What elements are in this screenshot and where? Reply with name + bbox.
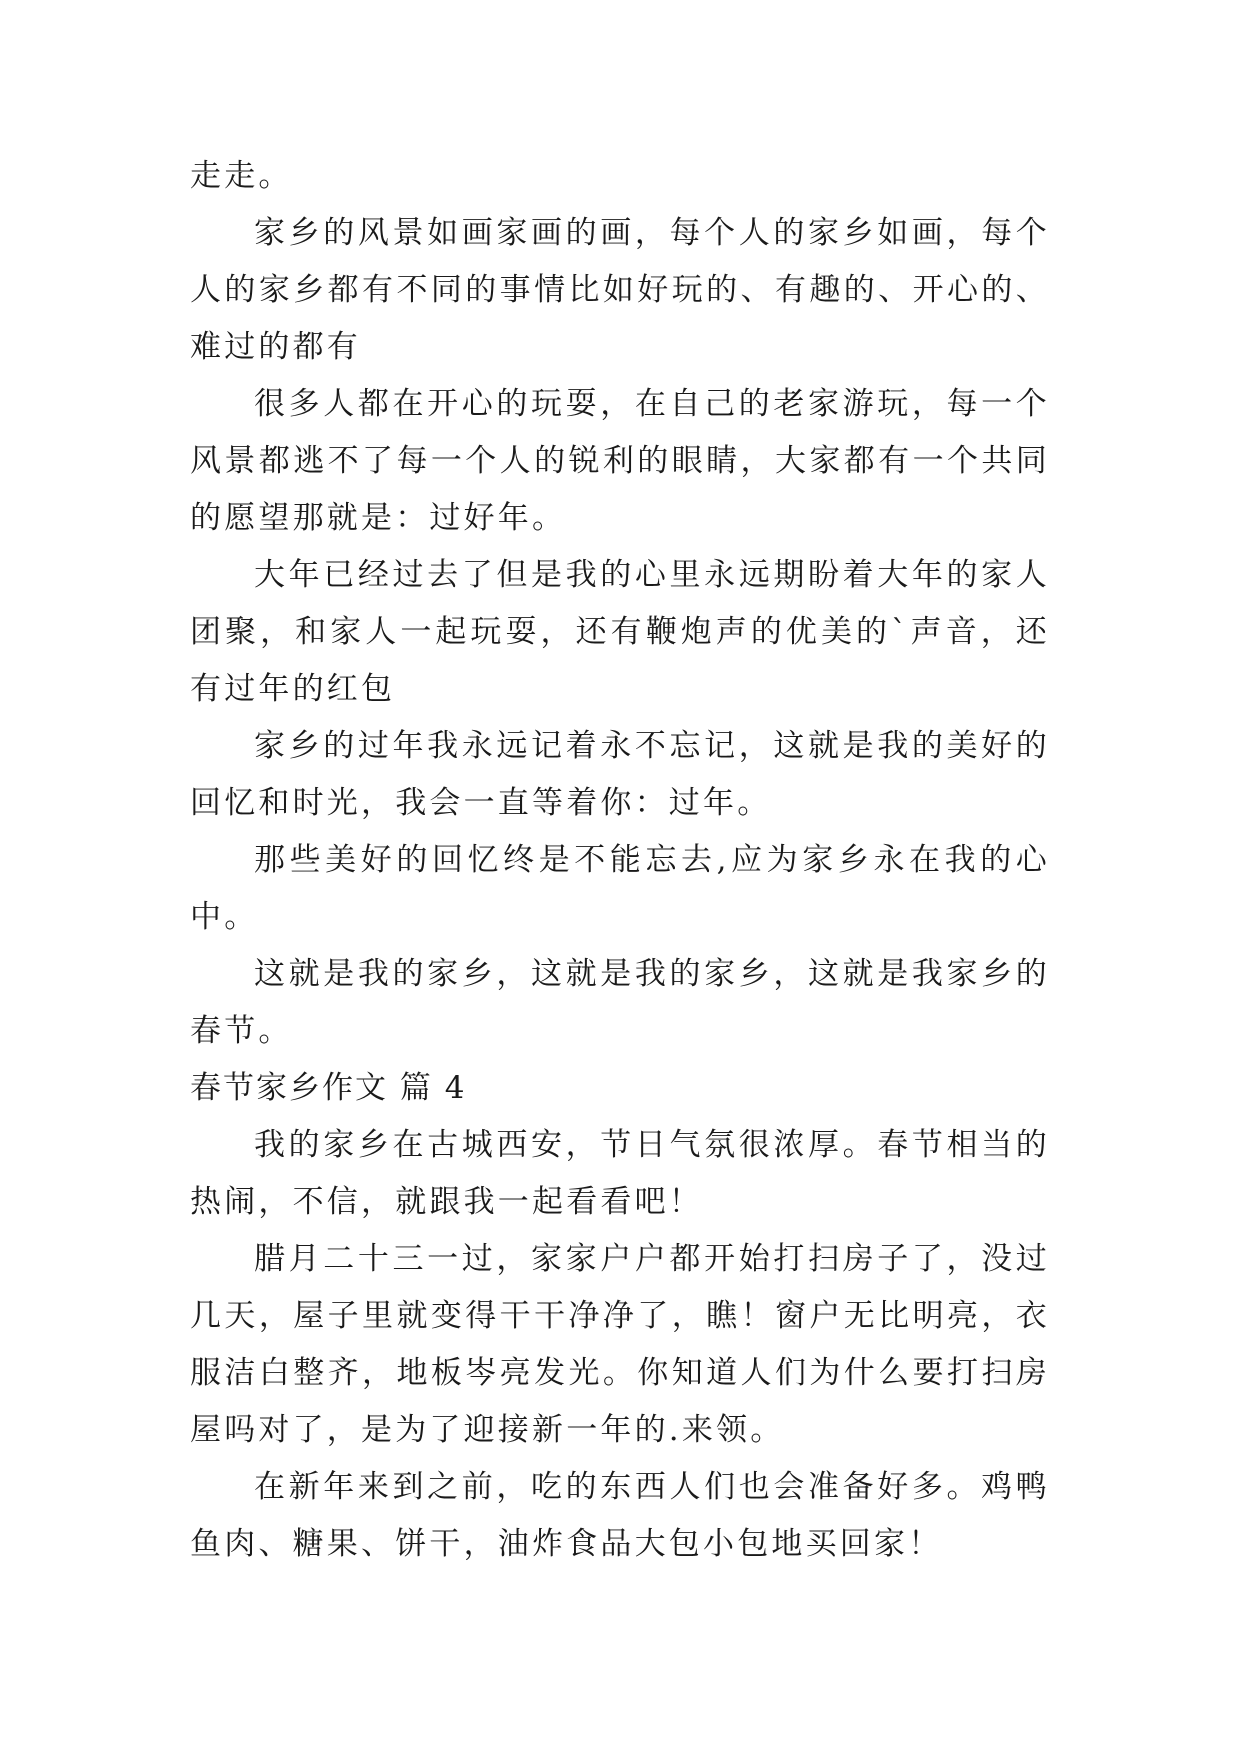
- section-heading: 春节家乡作文 篇 4: [190, 1070, 467, 1106]
- article-body: [190, 148, 1050, 1573]
- paragraph-3: 很多人都在开心的玩耍，在自己的老家游玩，每一个风景都逃不了每一个人的锐利的眼睛，大家都有一个共同的愿望那就是：过好年。: [190, 386, 1050, 536]
- paragraph-5: 家乡的过年我永远记着永不忘记，这就是我的美好的回忆和时光，我会一直等着你：过年。: [190, 728, 1050, 821]
- paragraph-9: 腊月二十三一过，家家户户都开始打扫房子了，没过几天，屋子里就变得干干净净了，瞧！窗户无比明亮，衣服洁白整齐，地板岑亮发光。你知道人们为什么要打扫房屋吗对了，是为了迎接新一年的.来领。: [190, 1241, 1050, 1448]
- paragraph-10: 在新年来到之前，吃的东西人们也会准备好多。鸡鸭鱼肉、糖果、饼干，油炸食品大包小包地买回家！: [190, 1469, 1050, 1562]
- paragraph-7: 这就是我的家乡，这就是我的家乡，这就是我家乡的春节。: [190, 956, 1050, 1049]
- paragraph-2: 家乡的风景如画家画的画，每个人的家乡如画，每个人的家乡都有不同的事情比如好玩的、有趣的、开心的、难过的都有: [190, 215, 1050, 365]
- paragraph-6: 那些美好的回忆终是不能忘去,应为家乡永在我的心中。: [190, 842, 1050, 935]
- paragraph-1: 走走。: [190, 158, 293, 194]
- paragraph-8: 我的家乡在古城西安，节日气氛很浓厚。春节相当的热闹，不信，就跟我一起看看吧！: [190, 1127, 1050, 1220]
- paragraph-4: 大年已经过去了但是我的心里永远期盼着大年的家人团聚，和家人一起玩耍，还有鞭炮声的优美的`声音，还有过年的红包: [190, 557, 1050, 707]
